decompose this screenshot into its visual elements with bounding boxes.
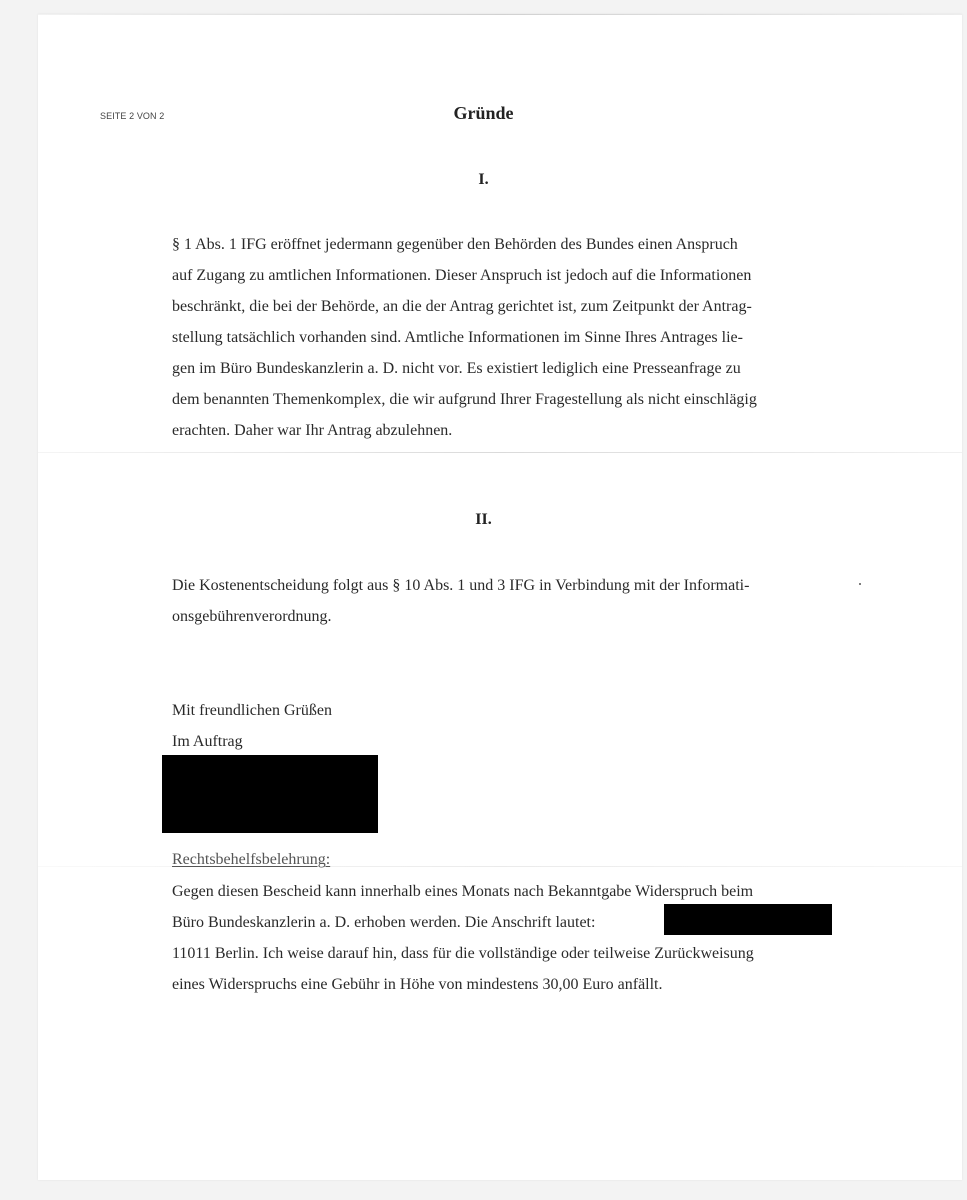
reasoning-paragraph	[172, 229, 832, 446]
paragraph-line: gen im Büro Bundeskanzlerin a. D. nicht vor. Es existiert lediglich eine Presseanfrage zu	[172, 360, 741, 377]
cost-decision-paragraph	[172, 570, 832, 632]
legal-line: eines Widerspruchs eine Gebühr in Höhe von mindestens 30,00 Euro anfällt.	[172, 976, 663, 993]
document-heading: Gründe	[453, 103, 514, 123]
legal-notice-text	[172, 876, 832, 1000]
paragraph-line: onsgebührenverordnung.	[172, 608, 332, 625]
paragraph-line: dem benannten Themenkomplex, die wir aufgrund Ihrer Fragestellung als nicht einschlägig	[172, 391, 757, 408]
signature-redaction	[162, 755, 378, 833]
paragraph-line: auf Zugang zu amtlichen Informationen. Dieser Anspruch ist jedoch auf die Informationen	[172, 267, 752, 284]
legal-line: 11011 Berlin. Ich weise darauf hin, dass für die vollständige oder teilweise Zurückweisung	[172, 945, 754, 962]
top-page-edge	[38, 14, 962, 15]
closing-block	[172, 695, 332, 757]
address-redaction	[664, 904, 832, 935]
page-number: SEITE 2 VON 2	[100, 111, 165, 121]
paper-fold-line	[38, 452, 962, 453]
legal-line: Büro Bundeskanzlerin a. D. erhoben werden. Die Anschrift lautet:	[172, 914, 596, 931]
paragraph-line: erachten. Daher war Ihr Antrag abzulehnen.	[172, 422, 453, 439]
legal-notice-heading: Rechtsbehelfsbelehrung:	[172, 851, 331, 868]
paragraph-line: § 1 Abs. 1 IFG eröffnet jedermann gegenüber den Behörden des Bundes einen Anspruch	[172, 236, 738, 253]
closing-greeting: Mit freundlichen Grüßen	[172, 702, 332, 719]
paragraph-line: stellung tatsächlich vorhanden sind. Amtliche Informationen im Sinne Ihres Antrages lie-	[172, 329, 743, 346]
paragraph-line: beschränkt, die bei der Behörde, an die der Antrag gerichtet ist, zum Zeitpunkt der Antrag-	[172, 298, 752, 315]
section-two-heading: II.	[475, 511, 492, 528]
legal-line: Gegen diesen Bescheid kann innerhalb eines Monats nach Bekanntgabe Widerspruch beim	[172, 883, 754, 900]
closing-mandate: Im Auftrag	[172, 733, 243, 750]
scan-speck	[859, 583, 861, 585]
section-one-heading: I.	[478, 171, 489, 188]
paragraph-line: Die Kostenentscheidung folgt aus § 10 Abs. 1 und 3 IFG in Verbindung mit der Informati-	[172, 577, 750, 594]
